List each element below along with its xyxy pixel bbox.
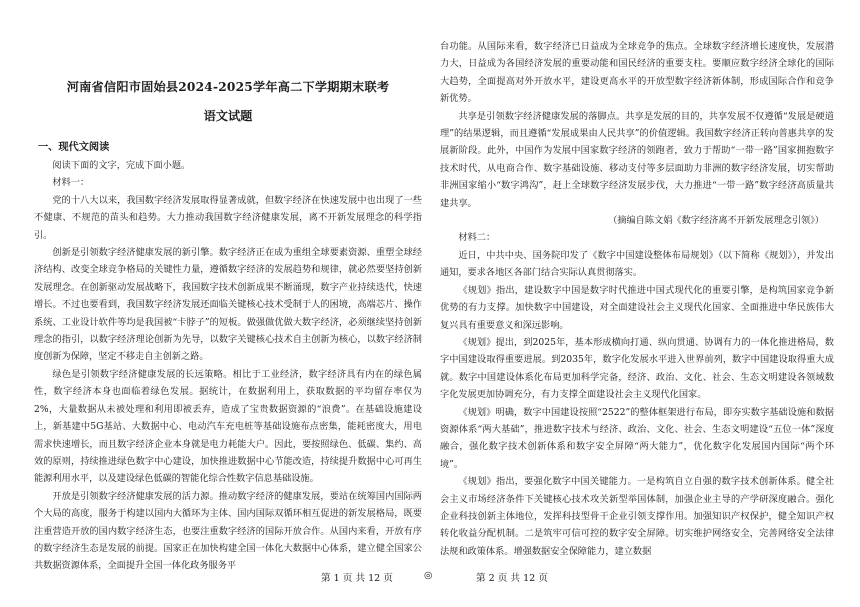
center-mark-icon: ◎ xyxy=(424,570,433,581)
document-title: 河南省信阳市固始县2024-2025学年高二下学期期末联考 xyxy=(66,80,390,94)
source-citation: （摘编自陈文娟《数字经济离不开新发展理念引领》） xyxy=(608,215,824,227)
material-2-label: 材料二： xyxy=(458,232,496,244)
paragraph-continued: 台功能。从国际来看，数字经济已日益成为全球竞争的焦点。全球数字经济增长速度快，发展潜力大，日益成为各国经济发展的重要动能和国民经济的重要支柱。要顺应数字经济全球化的国际大趋势，全面提高对外开放水平，建设更高水平的开放型数字经济新体制，形成国际合作和竞争新优势。 xyxy=(440,41,834,105)
paragraph: 近日，中共中央、国务院印发了《数字中国建设整体布局规划》（以下简称《规划》），并发出通知，要求各地区各部门结合实际认真贯彻落实。 xyxy=(440,249,834,279)
paragraph: 开放是引领数字经济健康发展的活力源。推动数字经济的健康发展，要站在统筹国内国际两个大局的高度，服务于构建以国内大循环为主体、国内国际双循环相互促进的新发展格局，既要注重营造开放的国内数字经济生态，也要注重数字经济的国际开放合作。从国内来看，开放有序的数字经济生态是发展的前提。国家正在加快构建全国一体化大数据中心体系，建立健全国家公共数据资源体系，全面提升全国一体化政务服务平 xyxy=(34,490,422,572)
right-column xyxy=(440,0,834,607)
paragraph: 《规划》指出，要强化数字中国关键能力。一是构筑自立自强的数字技术创新体系。健全社会主义市场经济条件下关键核心技术攻关新型举国体制，加强企业主导的产学研深度融合。强化企业科技创新主体地位，发挥科技型骨干企业引领支撑作用。加强知识产权保护，健全知识产权转化收益分配机制。二是筑牢可信可控的数字安全屏障。切实维护网络安全，完善网络安全法律法规和政策体系。增强数据安全保障能力，建立数据 xyxy=(440,476,834,557)
paragraph: 党的十八大以来，我国数字经济发展取得显著成就，但数字经济在快速发展中也出现了一些不健康、不规范的苗头和趋势。大力推动我国数字经济健康发展，离不开新发展理念的科学指引。 xyxy=(34,194,422,241)
paragraph: 共享是引领数字经济健康发展的落脚点。共享是发展的目的，共享发展不仅遵循“发展是硬道理”的结果逻辑，而且遵循“发展成果由人民共享”的价值逻辑。我国数字经济正转向普惠共享的发展新阶段。此外，中国作为发展中国家数字经济的领跑者，致力于帮助“一带一路”国家拥抱数字技术时代，从电商合作、数字基础设施、移动支付等多层面助力非洲的数字经济发展，切实帮助非洲国家缩小“数字鸿沟”，赶上全球数字经济发展步伐，大力推进“一带一路”数字经济高质量共建共享。 xyxy=(440,110,834,209)
page-number-left: 第 1 页 共 12 页 xyxy=(321,573,393,584)
paragraph: 《规划》明确，数字中国建设按照“2522”的整体框架进行布局，即夯实数字基础设施和数据资源体系“两大基础”，推进数字技术与经济、政治、文化、社会、生态文明建设“五位一体”深度融合，强化数字技术创新体系和数字安全屏障“两大能力”，优化数字化发展国内国际“两个环境”。 xyxy=(440,406,834,470)
section-heading: 一、现代文阅读 xyxy=(38,142,110,153)
page-number-right: 第 2 页 共 12 页 xyxy=(476,573,548,584)
reading-instruction: 阅读下面的文字，完成下面小题。 xyxy=(52,160,191,171)
paragraph: 《规划》提出，到2025年，基本形成横向打通、纵向贯通、协调有力的一体化推进格局，数字中国建设取得重要进展。到2035年，数字化发展水平进入世界前列，数字中国建设取得重大成就。数字中国建设体系化布局更加科学完备，经济、政治、文化、社会、生态文明建设各领域数字化发展更加协调充分，有力支撑全面建设社会主义现代化国家。 xyxy=(440,336,834,401)
left-column xyxy=(34,0,422,607)
document-subtitle: 语文试题 xyxy=(203,109,253,123)
paragraph: 《规划》指出，建设数字中国是数字时代推进中国式现代化的重要引擎，是构筑国家竞争新优势的有力支撑。加快数字中国建设，对全面建设社会主义现代化国家、全面推进中华民族伟大复兴具有重要意义和深远影响。 xyxy=(440,284,834,331)
material-1-label: 材料一： xyxy=(52,177,90,189)
paragraph: 创新是引领数字经济健康发展的新引擎。数字经济正在成为重组全球要素资源、重塑全球经济结构、改变全球竞争格局的关键性力量，遵循数字经济的发展趋势和规律，就必然要坚持创新发展理念。在创新驱动发展战略下，我国数字技术创新成果不断涌现，数字产业持续迭代，快速增长。不过也要看到，我国数字经济发展还面临关键核心技术受制于人的困境，高端芯片、操作系统、工业设计软件等均是我国被“卡脖子”的短板。做强做优做大数字经济，必须继续坚持创新理念的指引，以数字经济理论创新为先导，以数字关键核心技术自主创新为核心，以数字经济制度创新为保障，坚定不移走自主创新之路。 xyxy=(34,247,422,363)
paragraph: 绿色是引领数字经济健康发展的长远策略。相比于工业经济，数字经济具有内在的绿色属性，数字经济本身也面临着绿色发展。据统计，在数据利用上，获取数据的平均留存率仅为2%，大量数据从未被处理和利用即被丢弃，造成了宝贵数据资源的“浪费”。在基础设施建设上，新基建中5G基站、大数据中心、电动汽车充电桩等基础设施布点密集，能耗密度大，用电需求快速增长，而且数字经济企业本身就是电力耗能大户。因此，要按照绿色、低碳、集约、高效的原则，持续推进绿色数字中心建设，加快推进数据中心节能改造，持续提升数据中心可再生能源利用水平，以及建设绿色低碳的智能化综合性数字信息基础设施。 xyxy=(34,368,422,485)
